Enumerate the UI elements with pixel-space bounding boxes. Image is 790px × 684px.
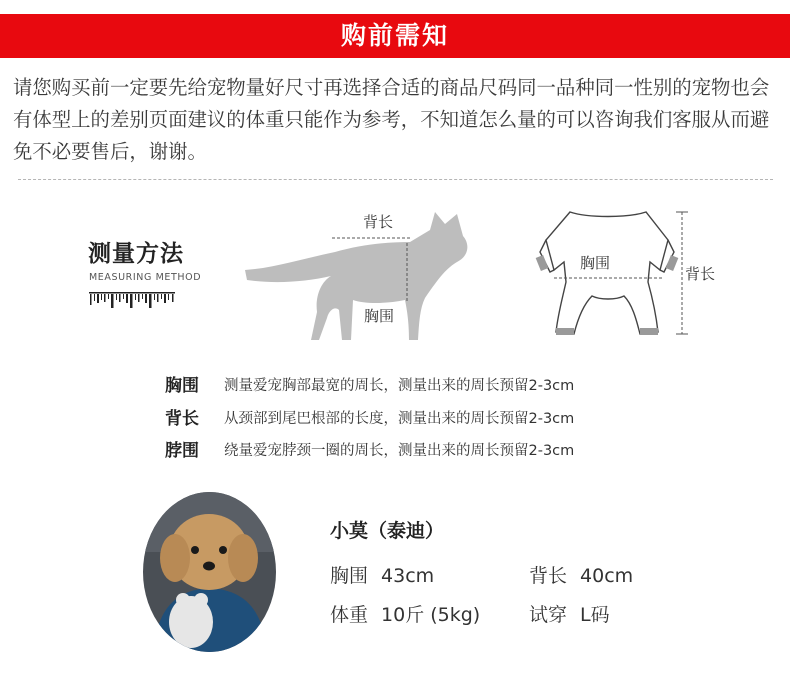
model-back-key: 背长 (529, 565, 568, 587)
cat-silhouette-diagram (235, 200, 475, 350)
model-dog-photo (143, 492, 276, 652)
model-chest-key: 胸围 (330, 565, 369, 587)
definition-term-chest: 胸围 (165, 376, 199, 396)
cloth-chest-label: 胸围 (580, 254, 611, 272)
measuring-method-title: 测量方法 (88, 241, 184, 267)
cat-body (245, 212, 467, 340)
model-weight-spec (330, 600, 480, 627)
definition-text-chest: 测量爱宠胸部最宽的周长，测量出来的周长预留2-3cm (224, 378, 575, 394)
definition-term-neck: 脖围 (165, 441, 199, 461)
definition-text-neck: 绕量爱宠脖颈一圈的周长，测量出来的周长预留2-3cm (224, 443, 575, 459)
model-chest-spec (330, 561, 434, 588)
measuring-method-subtitle: MEASURING METHOD (89, 272, 202, 283)
model-weight-key: 体重 (330, 604, 369, 626)
cat-back-length-label: 背长 (363, 213, 394, 231)
model-weight-value: 10斤 (5kg) (381, 604, 481, 626)
model-dog-name: 小莫（泰迪） (330, 520, 445, 542)
barcode-decoration (89, 291, 175, 308)
definition-term-back: 背长 (165, 409, 199, 429)
model-size-value: L码 (580, 604, 610, 626)
cloth-back-length-label: 背长 (685, 265, 716, 283)
clothing-outline (546, 212, 668, 334)
cat-chest-label: 胸围 (364, 307, 395, 325)
model-back-spec (529, 561, 633, 588)
model-chest-value: 43cm (381, 565, 435, 587)
notice-banner (0, 14, 790, 58)
model-back-value: 40cm (580, 565, 634, 587)
model-size-key: 试穿 (529, 604, 568, 626)
banner-title: 购前需知 (340, 21, 449, 50)
dashed-divider (18, 179, 773, 180)
definition-text-back: 从颈部到尾巴根部的长度，测量出来的周长预留2-3cm (224, 411, 575, 427)
model-size-spec (529, 600, 610, 627)
purchase-notice-text: 请您购买前一定要先给宠物量好尺寸再选择合适的商品尺码同一品种同一性别的宠物也会有体型上的差别页面建议的体重只能作为参考，不知道怎么量的可以咨询我们客服从而避免不必要售后，谢谢。 (13, 76, 770, 163)
